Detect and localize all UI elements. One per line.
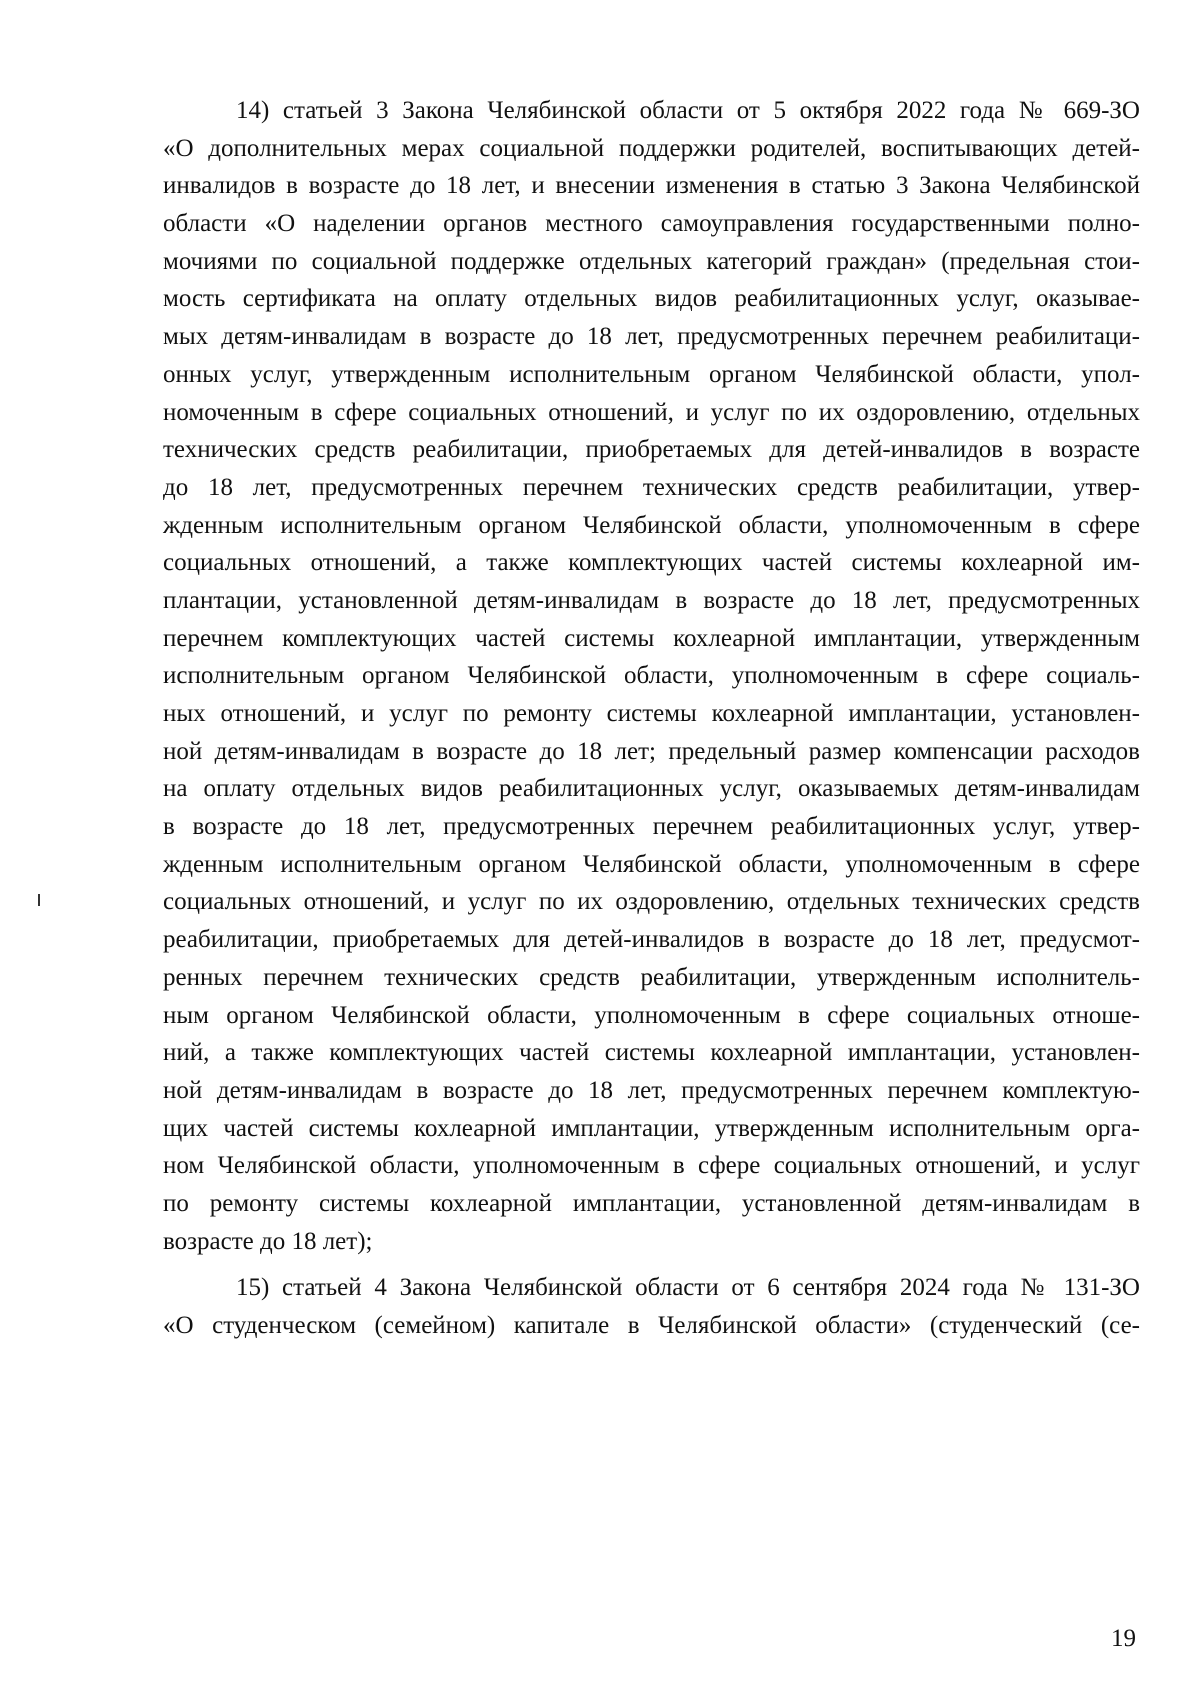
paragraph-line: области «О наделении органов местного самоуправления государственными полно- [163,210,1140,238]
paragraph-line: «О студенческом (семейном) капитале в Челябинской области» (студенческий (се- [163,1312,1140,1339]
paragraph-spacer [163,1260,1140,1269]
paragraph-line: в возрасте до 18 лет, предусмотренных перечнем реабилитационных услуг, утвер- [163,813,1140,841]
paragraph-line: ренных перечнем технических средств реабилитации, утвержденным исполнитель- [163,963,1140,991]
paragraph-line: перечнем комплектующих частей системы кохлеарной имплантации, утвержденным [163,624,1140,652]
paragraph-line: жденным исполнительным органом Челябинской области, уполномоченным в сфере [163,511,1140,539]
paragraph-line: инвалидов в возрасте до 18 лет, и внесении изменения в статью 3 Закона Челябинской [163,172,1140,200]
paragraph-line: «О дополнительных мерах социальной поддержки родителей, воспитывающих детей- [163,134,1140,162]
paragraph-14 [163,92,1140,1260]
paragraph-line: плантации, установленной детям-инвалидам в возрасте до 18 лет, предусмотренных [163,586,1140,614]
paragraph-line: исполнительным органом Челябинской области, уполномоченным в сфере социаль- [163,662,1140,690]
paragraph-line: мочиями по социальной поддержке отдельных категорий граждан» (предельная стои- [163,247,1140,275]
paragraph-line: до 18 лет, предусмотренных перечнем технических средств реабилитации, утвер- [163,473,1140,501]
paragraph-line: ний, а также комплектующих частей системы кохлеарной имплантации, установлен- [163,1039,1140,1067]
paragraph-line: социальных отношений, и услуг по их оздоровлению, отдельных технических средств [163,888,1140,916]
paragraph-line: ном Челябинской области, уполномоченным в сфере социальных отношений, и услуг [163,1152,1140,1180]
paragraph-line: онных услуг, утвержденным исполнительным органом Челябинской области, упол- [163,360,1140,388]
paragraph-line: жденным исполнительным органом Челябинской области, уполномоченным в сфере [163,850,1140,878]
paragraph-line: на оплату отдельных видов реабилитационных услуг, оказываемых детям-инвалидам [163,775,1140,803]
page-number: 19 [1111,1625,1136,1652]
paragraph-line: мых детям-инвалидам в возрасте до 18 лет, предусмотренных перечнем реабилитаци- [163,323,1140,351]
paragraph-line: 14) статьей 3 Закона Челябинской области от 5 октября 2022 года № 669-ЗО [236,97,1140,124]
paragraph-15 [163,1269,1140,1344]
paragraph-line: номоченным в сфере социальных отношений, и услуг по их оздоровлению, отдельных [163,398,1140,426]
paragraph-line: технических средств реабилитации, приобретаемых для детей-инвалидов в возрасте [163,436,1140,464]
paragraph-line: мость сертификата на оплату отдельных видов реабилитационных услуг, оказывае- [163,285,1140,313]
paragraph-line: реабилитации, приобретаемых для детей-инвалидов в возрасте до 18 лет, предусмот- [163,926,1140,954]
paragraph-line: социальных отношений, а также комплектующих частей системы кохлеарной им- [163,549,1140,577]
paragraph-line: по ремонту системы кохлеарной имплантации, установленной детям-инвалидам в [163,1189,1140,1217]
paragraph-line: щих частей системы кохлеарной имплантации, утвержденным исполнительным орга- [163,1114,1140,1142]
margin-mark [38,894,40,906]
paragraph-line: ным органом Челябинской области, уполномоченным в сфере социальных отноше- [163,1001,1140,1029]
paragraph-line: ных отношений, и услуг по ремонту системы кохлеарной имплантации, установлен- [163,700,1140,727]
paragraph-line: 15) статьей 4 Закона Челябинской области от 6 сентября 2024 года № 131-ЗО [236,1274,1140,1302]
paragraph-line: ной детям-инвалидам в возрасте до 18 лет; предельный размер компенсации расходов [163,737,1140,765]
paragraph-line: ной детям-инвалидам в возрасте до 18 лет, предусмотренных перечнем комплектую- [163,1076,1140,1104]
document-body [163,92,1140,1345]
paragraph-line: возрасте до 18 лет); [163,1227,373,1255]
